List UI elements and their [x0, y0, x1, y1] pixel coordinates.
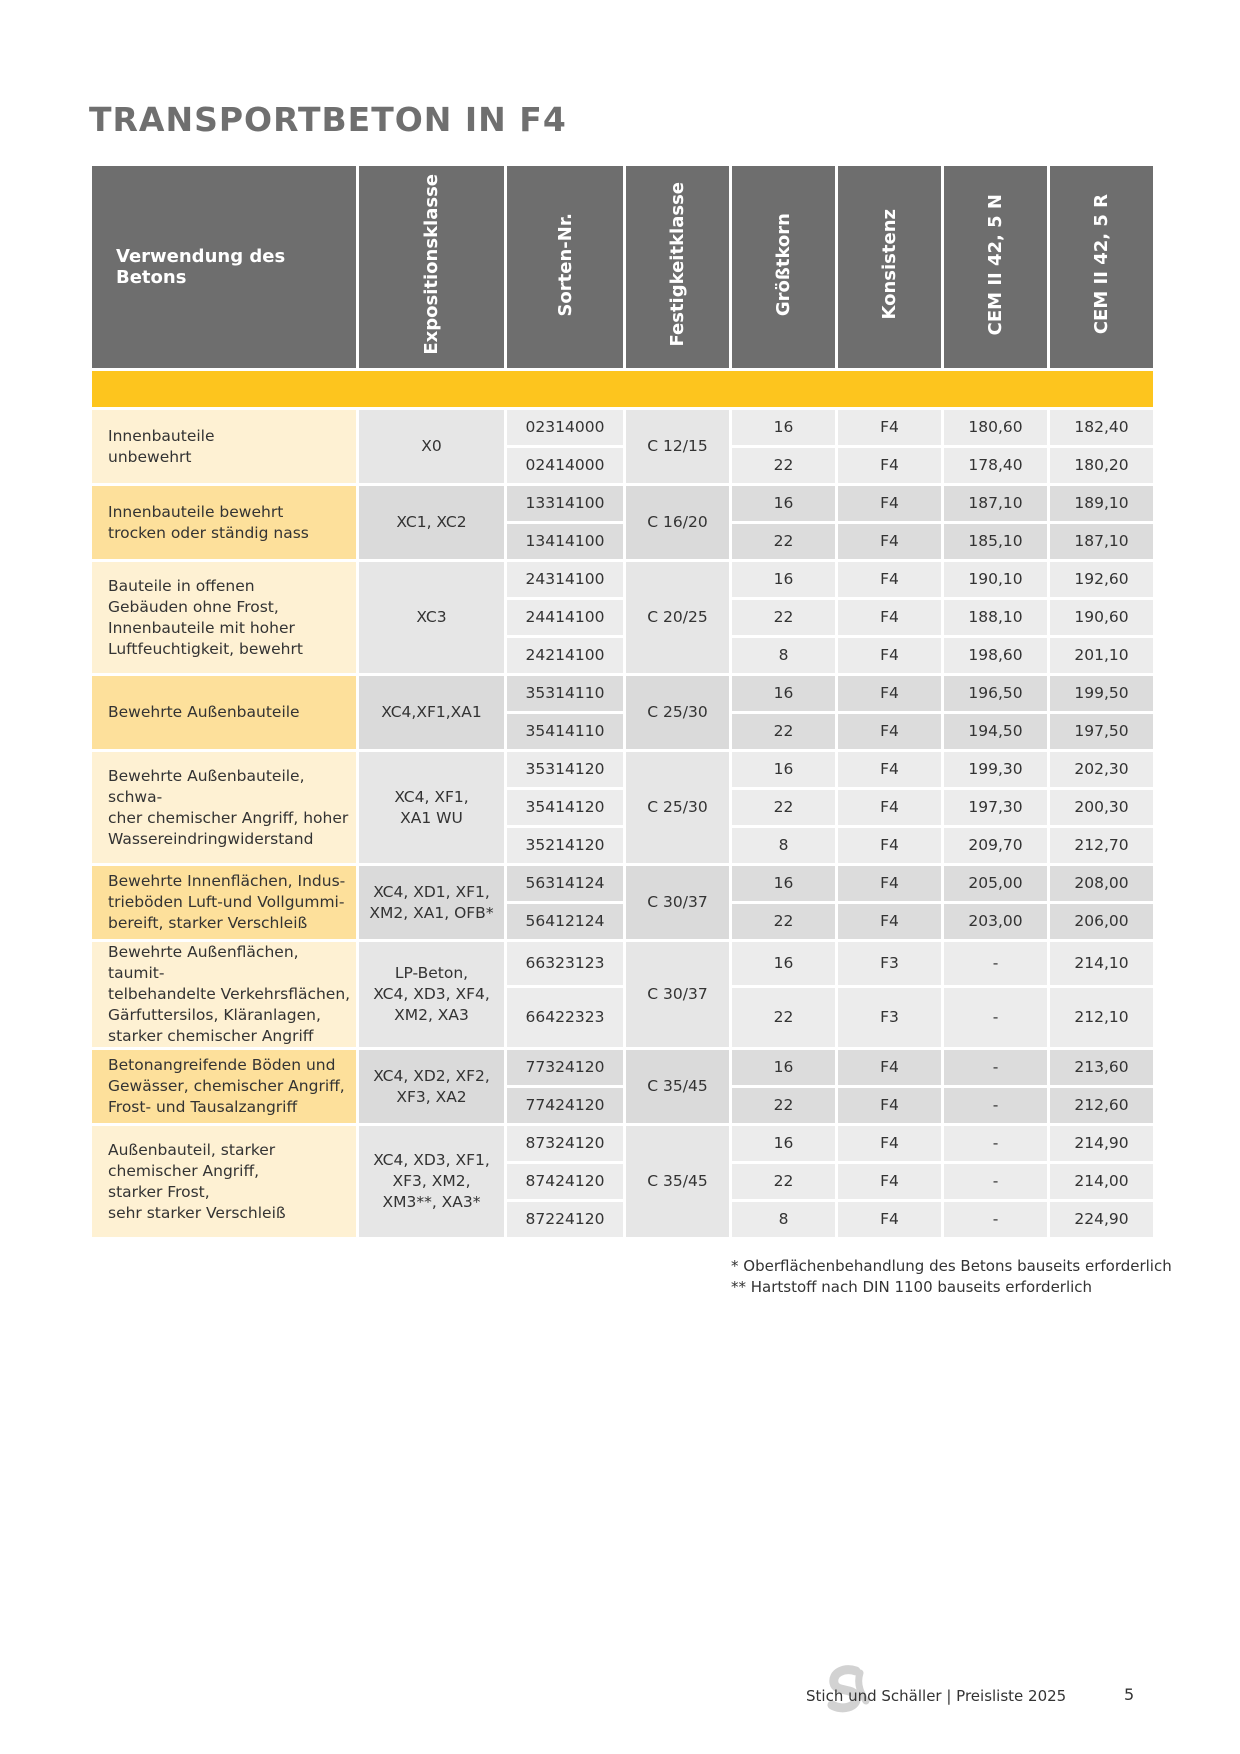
exposure-cell: LP-Beton, XC4, XD3, XF4, XM2, XA3 — [359, 942, 504, 1047]
consistency-cell: F4 — [838, 524, 941, 559]
sorten-nr-cell: 66422323 — [507, 988, 623, 1048]
table-row — [92, 1050, 1153, 1085]
price-cem-r-cell: 199,50 — [1050, 676, 1153, 711]
price-cem-r-cell: 200,30 — [1050, 790, 1153, 825]
table-row — [92, 866, 1153, 901]
strength-class-cell: C 25/30 — [626, 676, 729, 749]
consistency-cell: F4 — [838, 562, 941, 597]
price-cem-r-cell: 214,90 — [1050, 1126, 1153, 1161]
price-cem-r-cell: 190,60 — [1050, 600, 1153, 635]
price-cem-n-cell: 196,50 — [944, 676, 1047, 711]
price-cem-n-cell: 205,00 — [944, 866, 1047, 901]
price-cem-r-cell: 189,10 — [1050, 486, 1153, 521]
usage-cell: Bauteile in offenen Gebäuden ohne Frost, Innenbauteile mit hoher Luftfeuchtigkeit, bewehrt — [92, 562, 356, 673]
grain-size-cell: 22 — [732, 1164, 835, 1199]
sorten-nr-cell: 87424120 — [507, 1164, 623, 1199]
consistency-cell: F4 — [838, 410, 941, 445]
exposure-cell: X0 — [359, 410, 504, 483]
table-row — [92, 676, 1153, 711]
price-cem-r-cell: 213,60 — [1050, 1050, 1153, 1085]
strength-class-cell: C 30/37 — [626, 866, 729, 939]
table-row — [92, 752, 1153, 787]
exposure-cell: XC4, XD2, XF2, XF3, XA2 — [359, 1050, 504, 1123]
grain-size-cell: 22 — [732, 714, 835, 749]
table-row — [92, 1126, 1153, 1161]
table-row — [92, 410, 1153, 445]
price-cem-n-cell: 203,00 — [944, 904, 1047, 939]
consistency-cell: F4 — [838, 676, 941, 711]
grain-size-cell: 16 — [732, 562, 835, 597]
page-title: TRANSPORTBETON IN F4 — [89, 100, 567, 139]
consistency-cell: F4 — [838, 866, 941, 901]
sorten-nr-cell: 66323123 — [507, 942, 623, 985]
exposure-cell: XC4, XF1, XA1 WU — [359, 752, 504, 863]
price-cem-r-cell: 187,10 — [1050, 524, 1153, 559]
usage-cell: Betonangreifende Böden und Gewässer, chemischer Angriff, Frost- und Tausalzangriff — [92, 1050, 356, 1123]
consistency-cell: F4 — [838, 790, 941, 825]
price-cem-n-cell: 187,10 — [944, 486, 1047, 521]
grain-size-cell: 16 — [732, 1050, 835, 1085]
grain-size-cell: 8 — [732, 638, 835, 673]
header-cem-r: CEM II 42, 5 R — [1050, 166, 1153, 368]
price-cem-n-cell: - — [944, 942, 1047, 985]
consistency-cell: F4 — [838, 638, 941, 673]
grain-size-cell: 22 — [732, 448, 835, 483]
sorten-nr-cell: 56412124 — [507, 904, 623, 939]
price-cem-r-cell: 192,60 — [1050, 562, 1153, 597]
price-cem-n-cell: - — [944, 1050, 1047, 1085]
exposure-cell: XC4, XD1, XF1, XM2, XA1, OFB* — [359, 866, 504, 939]
grain-size-cell: 16 — [732, 676, 835, 711]
exposure-cell: XC4,XF1,XA1 — [359, 676, 504, 749]
price-cem-r-cell: 212,70 — [1050, 828, 1153, 863]
usage-cell: Bewehrte Innenflächen, Indus- trieböden Luft-und Vollgummi- bereift, starker Verschleiß — [92, 866, 356, 939]
header-cem-n: CEM II 42, 5 N — [944, 166, 1047, 368]
grain-size-cell: 22 — [732, 1088, 835, 1123]
header-konsistenz: Konsistenz — [838, 166, 941, 368]
table-row — [92, 562, 1153, 597]
header-verwendung: Verwendung des Betons — [92, 166, 356, 368]
usage-cell: Außenbauteil, starker chemischer Angriff, starker Frost, sehr starker Verschleiß — [92, 1126, 356, 1237]
consistency-cell: F3 — [838, 988, 941, 1048]
footnote-hartstoff: ** Hartstoff nach DIN 1100 bauseits erforderlich — [731, 1278, 1093, 1296]
strength-class-cell: C 25/30 — [626, 752, 729, 863]
price-table — [89, 163, 1156, 1240]
sorten-nr-cell: 35414120 — [507, 790, 623, 825]
price-cem-r-cell: 214,00 — [1050, 1164, 1153, 1199]
sorten-nr-cell: 77324120 — [507, 1050, 623, 1085]
strength-class-cell: C 35/45 — [626, 1126, 729, 1237]
sorten-nr-cell: 56314124 — [507, 866, 623, 901]
grain-size-cell: 22 — [732, 904, 835, 939]
consistency-cell: F4 — [838, 714, 941, 749]
grain-size-cell: 8 — [732, 1202, 835, 1237]
consistency-cell: F4 — [838, 1126, 941, 1161]
footer-text: Stich und Schäller | Preisliste 2025 — [806, 1687, 1067, 1705]
usage-cell: Innenbauteile unbewehrt — [92, 410, 356, 483]
price-cem-n-cell: - — [944, 1088, 1047, 1123]
sorten-nr-cell: 35314110 — [507, 676, 623, 711]
header-festigkeitklasse: Festigkeitklasse — [626, 166, 729, 368]
price-cem-n-cell: 197,30 — [944, 790, 1047, 825]
table-row — [92, 942, 1153, 985]
price-cem-n-cell: 199,30 — [944, 752, 1047, 787]
sorten-nr-cell: 13314100 — [507, 486, 623, 521]
consistency-cell: F4 — [838, 1050, 941, 1085]
price-cem-r-cell: 201,10 — [1050, 638, 1153, 673]
price-cem-r-cell: 212,10 — [1050, 988, 1153, 1048]
price-cem-r-cell: 206,00 — [1050, 904, 1153, 939]
price-cem-r-cell: 197,50 — [1050, 714, 1153, 749]
price-cem-n-cell: 209,70 — [944, 828, 1047, 863]
grain-size-cell: 22 — [732, 790, 835, 825]
header-expositionsklasse: Expositionsklasse — [359, 166, 504, 368]
sorten-nr-cell: 35214120 — [507, 828, 623, 863]
consistency-cell: F4 — [838, 1088, 941, 1123]
strength-class-cell: C 30/37 — [626, 942, 729, 1047]
footnote-ofb: * Oberflächenbehandlung des Betons bauseits erforderlich — [731, 1257, 1172, 1275]
strength-class-cell: C 16/20 — [626, 486, 729, 559]
sorten-nr-cell: 77424120 — [507, 1088, 623, 1123]
exposure-cell: XC1, XC2 — [359, 486, 504, 559]
consistency-cell: F4 — [838, 1202, 941, 1237]
header-groesstkorn: Größtkorn — [732, 166, 835, 368]
consistency-cell: F4 — [838, 904, 941, 939]
accent-band — [92, 371, 1153, 407]
price-cem-n-cell: - — [944, 1164, 1047, 1199]
strength-class-cell: C 12/15 — [626, 410, 729, 483]
sorten-nr-cell: 87324120 — [507, 1126, 623, 1161]
price-cem-n-cell: 190,10 — [944, 562, 1047, 597]
grain-size-cell: 16 — [732, 486, 835, 521]
page-number: 5 — [1124, 1685, 1135, 1704]
price-cem-n-cell: 194,50 — [944, 714, 1047, 749]
header-sorten-nr: Sorten-Nr. — [507, 166, 623, 368]
price-cem-n-cell: 185,10 — [944, 524, 1047, 559]
price-cem-n-cell: 198,60 — [944, 638, 1047, 673]
consistency-cell: F4 — [838, 828, 941, 863]
price-cem-n-cell: - — [944, 988, 1047, 1048]
price-cem-n-cell: - — [944, 1126, 1047, 1161]
exposure-cell: XC3 — [359, 562, 504, 673]
strength-class-cell: C 35/45 — [626, 1050, 729, 1123]
sorten-nr-cell: 24414100 — [507, 600, 623, 635]
sorten-nr-cell: 35314120 — [507, 752, 623, 787]
usage-cell: Bewehrte Außenbauteile, schwa- cher chemischer Angriff, hoher Wassereindringwiderstand — [92, 752, 356, 863]
sorten-nr-cell: 24314100 — [507, 562, 623, 597]
price-cem-r-cell: 180,20 — [1050, 448, 1153, 483]
grain-size-cell: 16 — [732, 752, 835, 787]
usage-cell: Bewehrte Außenbauteile — [92, 676, 356, 749]
price-cem-r-cell: 208,00 — [1050, 866, 1153, 901]
consistency-cell: F4 — [838, 752, 941, 787]
price-cem-n-cell: - — [944, 1202, 1047, 1237]
sorten-nr-cell: 02314000 — [507, 410, 623, 445]
price-cem-n-cell: 180,60 — [944, 410, 1047, 445]
sorten-nr-cell: 02414000 — [507, 448, 623, 483]
grain-size-cell: 22 — [732, 988, 835, 1048]
price-cem-n-cell: 188,10 — [944, 600, 1047, 635]
price-cem-r-cell: 212,60 — [1050, 1088, 1153, 1123]
usage-cell: Innenbauteile bewehrt trocken oder ständig nass — [92, 486, 356, 559]
footnotes — [731, 1256, 1172, 1298]
sorten-nr-cell: 87224120 — [507, 1202, 623, 1237]
grain-size-cell: 16 — [732, 410, 835, 445]
sorten-nr-cell: 24214100 — [507, 638, 623, 673]
consistency-cell: F4 — [838, 486, 941, 521]
table-row — [92, 486, 1153, 521]
sorten-nr-cell: 13414100 — [507, 524, 623, 559]
sorten-nr-cell: 35414110 — [507, 714, 623, 749]
price-cem-r-cell: 202,30 — [1050, 752, 1153, 787]
price-cem-r-cell: 224,90 — [1050, 1202, 1153, 1237]
consistency-cell: F4 — [838, 1164, 941, 1199]
usage-cell: Bewehrte Außenflächen, taumit- telbehandelte Verkehrsflächen, Gärfuttersilos, Kläranlagen, starker chemischer Angriff — [92, 942, 356, 1047]
grain-size-cell: 22 — [732, 524, 835, 559]
price-cem-n-cell: 178,40 — [944, 448, 1047, 483]
consistency-cell: F4 — [838, 448, 941, 483]
grain-size-cell: 16 — [732, 866, 835, 901]
price-cem-r-cell: 182,40 — [1050, 410, 1153, 445]
consistency-cell: F3 — [838, 942, 941, 985]
grain-size-cell: 8 — [732, 828, 835, 863]
consistency-cell: F4 — [838, 600, 941, 635]
exposure-cell: XC4, XD3, XF1, XF3, XM2, XM3**, XA3* — [359, 1126, 504, 1237]
grain-size-cell: 16 — [732, 1126, 835, 1161]
grain-size-cell: 16 — [732, 942, 835, 985]
price-cem-r-cell: 214,10 — [1050, 942, 1153, 985]
grain-size-cell: 22 — [732, 600, 835, 635]
strength-class-cell: C 20/25 — [626, 562, 729, 673]
